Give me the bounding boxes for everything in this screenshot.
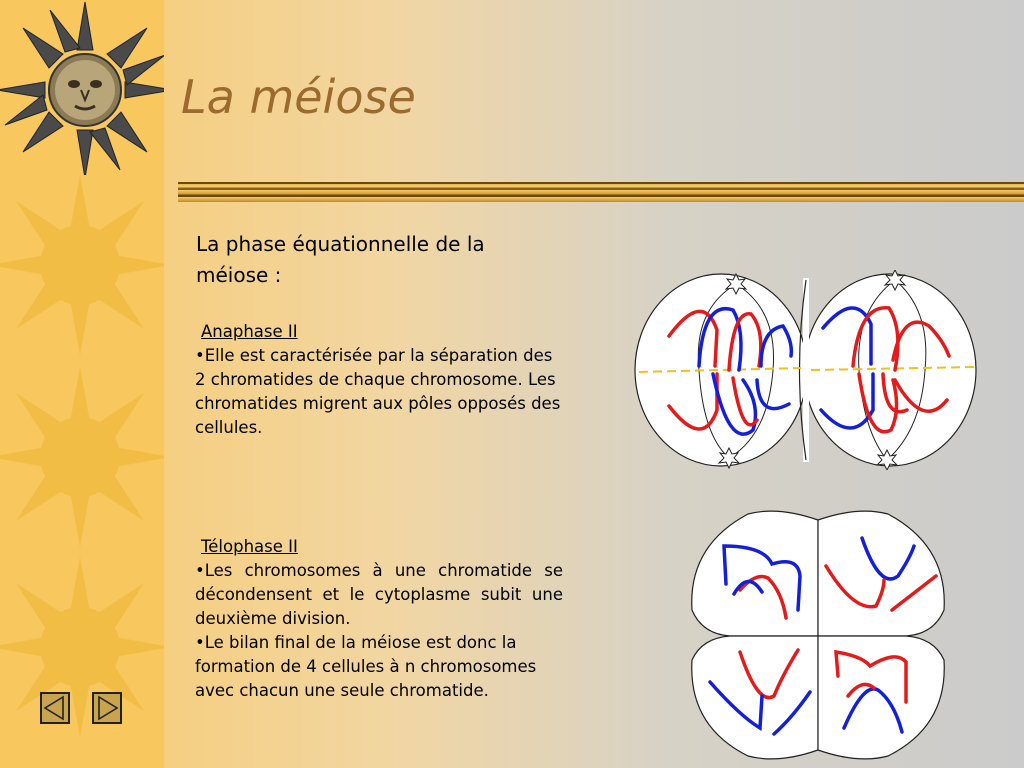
title-divider — [178, 182, 1024, 202]
slide-title: La méiose — [181, 70, 416, 124]
telophase-bullet-1: •Les chromosomes à une chromatide se décondensent et le cytoplasme subit une deuxième division. — [195, 561, 563, 628]
triangle-right-icon — [94, 694, 120, 722]
decorative-sidebar — [0, 0, 164, 768]
sun-icon — [0, 552, 164, 742]
triangle-left-icon — [42, 694, 68, 722]
cell-left — [635, 274, 807, 466]
telophase-section — [195, 535, 563, 703]
intro-heading: La phase équationnelle de la méiose : — [196, 232, 485, 287]
anaphase-section — [195, 320, 565, 440]
telophase-diagram — [688, 506, 948, 764]
sun-icon — [0, 362, 164, 552]
previous-slide-button[interactable] — [40, 692, 70, 724]
anaphase-body: •Elle est caractérisée par la séparation des 2 chromatides de chaque chromosome. Les chromatides migrent aux pôles opposés des cellules. — [195, 346, 561, 437]
anaphase-heading: Anaphase II — [201, 322, 298, 341]
daughter-cell — [692, 636, 818, 759]
sun-icon — [0, 170, 164, 360]
anaphase-diagram — [633, 270, 978, 470]
telophase-heading: Télophase II — [201, 537, 298, 556]
next-slide-button[interactable] — [92, 692, 122, 724]
sun-face-logo — [0, 0, 164, 175]
telophase-bullet-2: •Le bilan final de la méiose est donc la formation de 4 cellules à n chromosomes avec chacun une seule chromatide. — [195, 633, 537, 700]
